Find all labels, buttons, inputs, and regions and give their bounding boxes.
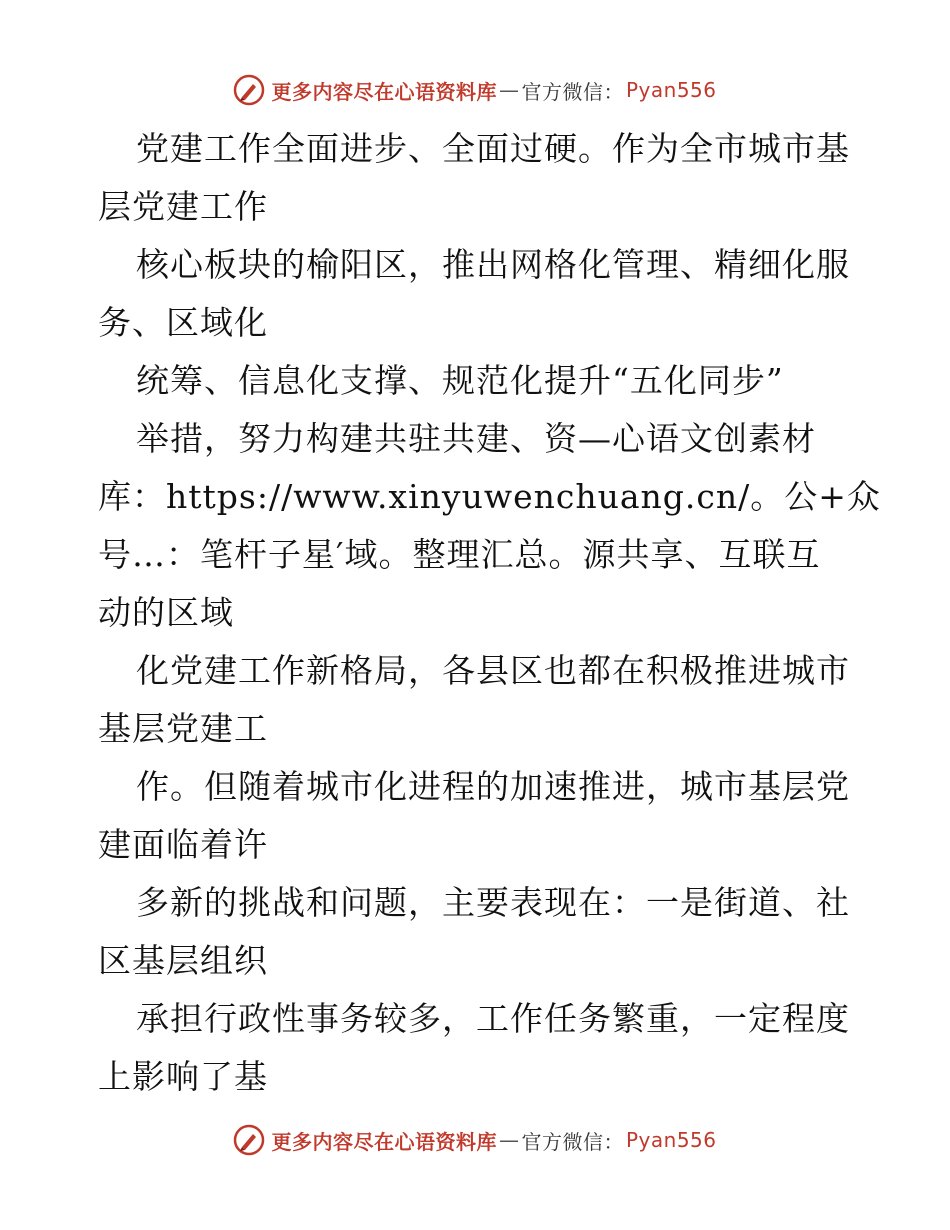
banner-account: Pyan556 <box>625 78 717 102</box>
banner-wechat-label: 官方微信： <box>521 79 624 104</box>
banner-account: Pyan556 <box>625 1128 717 1152</box>
banner-separator: — <box>498 78 520 102</box>
body-line: 基层党建工 <box>98 709 268 748</box>
body-line: 号…：笔杆子星′域。整理汇总。源共享、互联互 <box>98 535 821 574</box>
body-line: 库：https://www.xinyuwenchuang.cn/。公+众 <box>98 477 881 516</box>
body-line: 动的区域 <box>98 593 234 632</box>
header-watermark-banner <box>0 70 950 110</box>
pen-logo-icon <box>233 1124 265 1156</box>
body-line: 务、区域化 <box>98 303 268 342</box>
body-line: 区基层组织 <box>98 941 268 980</box>
banner-separator: — <box>498 1128 520 1152</box>
body-line: 作。但随着城市化进程的加速推进，城市基层党 <box>136 767 850 806</box>
body-line: 举措，努力构建共驻共建、资—心语文创素材 <box>136 419 816 458</box>
body-line: 党建工作全面进步、全面过硬。作为全市城市基 <box>136 129 850 168</box>
body-line: 层党建工作 <box>98 187 268 226</box>
body-line: 上影响了基 <box>98 1057 268 1096</box>
banner-brand-text: 更多内容尽在心语资料库 <box>271 79 497 104</box>
banner-brand-text: 更多内容尽在心语资料库 <box>271 1129 497 1154</box>
body-line: 核心板块的榆阳区，推出网格化管理、精细化服 <box>136 245 850 284</box>
document-body <box>98 120 881 1106</box>
body-line: 承担行政性事务较多，工作任务繁重，一定程度 <box>136 999 850 1038</box>
body-line: 统筹、信息化支撑、规范化提升“五化同步” <box>136 361 784 400</box>
pen-logo-icon <box>233 74 265 106</box>
body-line: 化党建工作新格局，各县区也都在积极推进城市 <box>136 651 850 690</box>
banner-wechat-label: 官方微信： <box>521 1129 624 1154</box>
body-line: 建面临着许 <box>98 825 268 864</box>
body-line: 多新的挑战和问题，主要表现在：一是街道、社 <box>136 883 850 922</box>
footer-watermark-banner <box>0 1120 950 1160</box>
